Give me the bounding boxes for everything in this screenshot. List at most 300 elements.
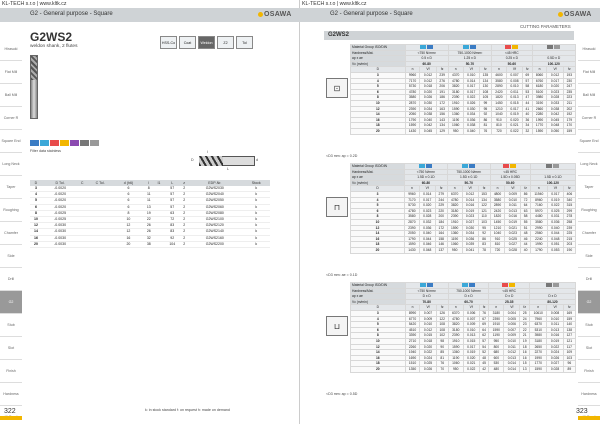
table-cell: 172 [435,225,447,231]
table-cell: 15 [520,361,530,367]
table-row [351,247,576,253]
table-cell: 0.034 [420,106,436,112]
table-cell: 0.040 [547,225,563,231]
table-cell: 0.040 [463,128,479,134]
table-cell: k [242,217,270,223]
table-cell: 8 [30,210,42,216]
table-cell: 109 [563,350,575,356]
table-cell: 1510 [405,361,420,367]
material-swatch [419,164,425,168]
table-cell: 2710 [405,338,420,344]
table-cell: 3820 [448,322,463,328]
table-cell: 0.011 [506,89,522,95]
table-cell: 163 [436,106,448,112]
table-cell: 10 [351,219,405,225]
product-title: G2WS2 [30,30,73,44]
table-cell: 11 [143,192,155,198]
table-cell: 184 [435,219,447,225]
side-tab[interactable]: Ball Mill [0,84,22,107]
table-cell: 3180 [447,208,462,214]
material-swatch [546,164,552,168]
table-cell: 134 [478,197,490,203]
side-tab[interactable]: Long Neck [578,153,600,176]
material-swatch [463,45,469,49]
table-cell: 6 [114,186,143,192]
table-cell: 0.010 [463,327,479,333]
table-cell: k [242,198,270,204]
page-marker-right [578,416,600,420]
side-tab[interactable]: Chamfer [578,222,600,245]
table-cell: 0.024 [547,350,563,356]
table-cell: 8 [351,214,405,220]
side-tab[interactable]: Corner R [578,107,600,130]
table-cell: 86 [478,236,490,242]
table-cell: 81 [436,355,448,361]
table-cell: 51 [521,225,530,231]
table-cell: 0.039 [462,242,478,248]
table-cell: 2 [181,241,187,247]
table-header: C Tol. [86,180,114,186]
column-header: n [530,305,547,311]
column-header: D [351,67,406,73]
table-cell: 2 [181,210,187,216]
table-cell: 86 [521,191,530,197]
table-cell: 16 [351,355,406,361]
table-cell: 1590 [447,225,462,231]
table-cell: 0.028 [547,95,563,101]
cutting-table [350,282,576,373]
table-cell: 0.023 [505,231,521,237]
table-cell: 0.020 [506,117,522,123]
table-cell: 55 [521,219,530,225]
table-cell: 2870 [405,219,420,225]
table-header: Stock [242,180,270,186]
side-tab[interactable]: Flat Mill [578,61,600,84]
material-swatch [420,45,426,49]
table-cell: 1360 [448,112,463,118]
table-cell: 20 [351,247,405,253]
table-cell: 83 [163,223,181,229]
material-color-swatch [50,140,59,146]
table-cell: 0.033 [547,100,563,106]
side-tab[interactable]: Stub [578,314,600,337]
dimension-table [30,180,270,248]
table-cell: 0.019 [463,350,479,356]
table-cell: 81 [479,123,491,129]
table-header: l [143,180,155,186]
table-cell: 0.022 [420,350,436,356]
table-cell: 179 [563,117,575,123]
table-cell: 0.022 [463,95,479,101]
table-cell: 4780 [448,78,463,84]
table-cell: 108 [479,89,491,95]
side-tab[interactable]: Taper [578,176,600,199]
table-cell: 10 [30,217,42,223]
table-cell: 18 [351,242,405,248]
section-title-right: G2 - General purpose - Square [330,11,413,17]
table-cell: 2390 [447,214,462,220]
table-cell: 12 [114,223,143,229]
column-header: Vf [463,67,479,73]
table-cell: 0.017 [463,89,479,95]
table-header: D [30,180,42,186]
table-cell: 8 [114,210,143,216]
table-cell: 6 [30,204,42,210]
side-tab[interactable]: G2 [0,291,22,314]
column-header: n [492,67,507,73]
table-cell: 10 [351,100,406,106]
table-cell: 70 [436,366,448,372]
table-cell: 0.015 [420,333,436,339]
table-cell: G2WS2060 [187,204,242,210]
column-header: Vf [505,186,521,192]
table-cell: 2650 [530,344,547,350]
table-cell: 211 [563,100,575,106]
table-cell: 6370 [530,322,547,328]
table-cell: 5 [351,84,406,90]
table-cell: 4510 [405,327,420,333]
param-cell: 60-80 [405,61,448,67]
material-color-swatch [40,140,49,146]
table-cell: -0.0030 [42,235,78,241]
side-tab[interactable]: Stub [0,314,22,337]
material-swatch [553,283,559,287]
table-cell [78,241,86,247]
table-cell: 0.048 [547,123,563,129]
feature-icon: Coat [179,36,196,49]
table-cell: 0.038 [420,112,436,118]
row-label: Hardness/Mat. [351,169,405,175]
table-cell: 1060 [447,242,462,248]
operation-icon: ⊡ [326,78,348,98]
table-cell: G2WS2200 [187,241,242,247]
table-cell: 0.007 [506,72,522,78]
table-cell: 6 [351,208,405,214]
side-tab[interactable]: Slot [0,337,22,360]
table-cell: 14 [351,112,406,118]
material-swatch [420,283,426,287]
table-cell: 85 [436,350,448,356]
table-cell: 143 [436,117,448,123]
table-cell: 0.014 [504,366,520,372]
table-cell: 0.017 [463,344,479,350]
table-cell: 1770 [532,123,547,129]
table-cell: 52 [479,350,489,356]
table-cell: 1590 [405,242,420,248]
table-cell: 22 [143,217,155,223]
column-header: D [351,186,405,192]
table-cell: 0.053 [547,247,563,253]
operation-icon: ⊔ [326,316,348,336]
table-cell: 1910 [448,338,463,344]
table-cell: 122 [436,316,448,322]
tool-photo-icon [30,55,38,119]
table-cell: 0.044 [419,236,435,242]
row-label: Hardness/Mat. [351,50,406,56]
side-tab[interactable]: Square End [0,130,22,153]
param-cell: <45 HRC [492,50,533,56]
param-cell: D x D [405,294,448,300]
side-tab[interactable]: Drill [578,268,600,291]
param-cell: 750-1000 N/mm² [448,288,489,294]
table-cell: 0.015 [506,100,522,106]
table-cell: 69 [523,72,533,78]
table-cell: 2870 [405,100,420,106]
column-header: Vf [462,186,478,192]
table-cell: 0.005 [504,316,520,322]
table-cell: 0.016 [505,214,521,220]
side-tab[interactable]: Chamfer [0,222,22,245]
table-cell: 16 [351,117,406,123]
table-cell: 0.013 [547,327,563,333]
table-cell: 1590 [448,106,463,112]
material-swatch [426,164,432,168]
logo-dot-icon [558,12,563,17]
table-cell: 103 [478,219,490,225]
row-label: ap x ae [351,56,406,62]
table-cell: 57 [163,192,181,198]
table-cell: 1190 [448,355,463,361]
material-swatch [546,283,552,287]
table-cell: 25 [520,310,530,316]
table-cell: 7960 [530,316,547,322]
table-cell: 0.013 [506,95,522,101]
side-tab[interactable]: Drill [0,268,22,291]
table-cell: 1590 [448,344,463,350]
table-cell: 810 [490,242,505,248]
table-header: L [163,180,181,186]
side-tab[interactable]: Finish [0,360,22,383]
table-cell: 78 [478,247,490,253]
table-cell: 192 [563,112,575,118]
table-cell: 6 [114,204,143,210]
table-cell: 1990 [530,355,547,361]
table-cell: 2390 [448,95,463,101]
side-tab[interactable]: Side [578,245,600,268]
side-tab[interactable]: Hirasuki [0,38,22,61]
param-cell: 50-70 [447,180,490,186]
table-cell: 4780 [448,316,463,322]
table-cell: 3190 [532,100,547,106]
table-cell: 5730 [405,203,420,209]
table-cell: 2 [181,186,187,192]
table-cell: 38 [143,241,155,247]
table-cell: 3390 [405,333,420,339]
side-tab[interactable]: Corner R [0,107,22,130]
column-header: Vf [504,305,520,311]
table-cell: 0.009 [504,333,520,339]
table-cell: 0.004 [504,310,520,316]
table-cell: -0.0025 [42,210,78,216]
table-cell: 0.014 [504,361,520,367]
table-cell: 20 [351,128,406,134]
table-row [30,241,270,247]
table-cell: 1450 [492,100,507,106]
table-cell: 0.021 [506,123,522,129]
table-cell: 530 [489,361,504,367]
table-cell: 8 [351,95,406,101]
table-cell: 2 [181,198,187,204]
table-cell: 8 [351,333,406,339]
table-cell: 64 [521,203,530,209]
side-tab[interactable]: Long Neck [0,153,22,176]
table-cell: 0.023 [462,214,478,220]
table-cell: 159 [563,128,575,134]
table-cell: 0.006 [504,322,520,328]
brand-logo-right: OSAWA [558,11,592,18]
column-header: n [448,67,463,73]
table-cell: 117 [563,344,575,350]
side-tabs-left [0,38,22,424]
table-cell: -0.0020 [42,192,78,198]
table-cell: 16 [520,355,530,361]
side-tab[interactable]: Slot [578,337,600,360]
side-tab[interactable]: Hardness [0,383,22,406]
table-cell: 45 [479,361,489,367]
table-cell: 172 [436,100,448,106]
row-label: Hardness/Mat. [351,288,406,294]
logo-dot-icon [258,12,263,17]
side-tab[interactable]: Ball Mill [578,84,600,107]
table-row [351,366,576,372]
table-cell: 10 [351,338,406,344]
table-cell: 276 [436,78,448,84]
table-cell: 0.026 [420,366,436,372]
table-cell: 0.012 [462,191,478,197]
column-header: n [405,186,420,192]
table-cell: 0.007 [420,310,436,316]
table-cell: 0.012 [420,327,436,333]
param-cell: <750 N/mm² [405,288,448,294]
table-cell: 8960 [530,197,547,203]
side-tab[interactable]: Finish [578,360,600,383]
row-label: Material Group ISO/DIN [351,45,406,51]
side-tab[interactable]: Hirasuki [578,38,600,61]
table-cell: 5 [351,203,405,209]
param-cell: 60-70 [448,299,489,305]
column-header: fz [521,186,530,192]
table-cell: 1040 [492,112,507,118]
table-cell: -0.0020 [42,198,78,204]
param-cell: 0.5 x D [405,56,448,62]
material-color-swatch [60,140,69,146]
table-cell: 950 [447,247,462,253]
material-legend [30,140,99,146]
row-label: ap x ae [351,175,405,181]
table-cell: 0.009 [420,316,436,322]
table-cell: 41 [523,106,533,112]
table-cell: 0.051 [547,242,563,248]
side-tab[interactable]: Roughing [578,199,600,222]
table-cell: 3820 [448,84,463,90]
table-cell: 18 [520,344,530,350]
table-cell: 5730 [405,84,420,90]
column-header: fz [479,305,489,311]
table-cell: 16 [520,350,530,356]
table-cell: G2WS2080 [187,210,242,216]
operation-icon: ⊓ [326,197,348,217]
table-header: z [181,180,187,186]
table-cell: 950 [448,366,463,372]
table-cell: 2560 [530,231,547,237]
table-cell: 0.032 [419,219,435,225]
table-cell: 170 [563,123,575,129]
table-cell: 4 [351,316,406,322]
table-cell: 0.020 [420,344,436,350]
table-cell: 2260 [405,344,420,350]
table-cell: k [242,192,270,198]
table-cell: 0.026 [463,100,479,106]
table-cell: 2660 [532,106,547,112]
side-tab[interactable]: Hardness [578,383,600,406]
param-cell: <750 N/mm² [405,169,448,175]
table-cell: 0.040 [419,231,435,237]
feature-icon: Weldon [198,36,215,49]
table-cell: 6760 [532,78,547,84]
table-cell: 5 [30,198,42,204]
table-cell: 2890 [492,84,507,90]
side-tab[interactable]: Flat Mill [0,61,22,84]
table-cell: 1690 [405,355,420,361]
stock-legend: k: in stock standard f: on request h: made on demand [145,408,230,412]
side-tab[interactable]: Roughing [0,199,22,222]
table-cell: 6370 [447,191,462,197]
table-cell: 121 [478,208,490,214]
column-header: fz [563,305,575,311]
table-cell: 0.042 [420,123,436,129]
column-header: n [448,305,463,311]
table-cell: 0.025 [547,208,563,214]
table-cell: 810 [492,123,507,129]
feature-icon: Z2 [217,36,234,49]
table-cell: 0.027 [462,219,478,225]
table-cell: 223 [563,95,575,101]
page-number-right: 323 [576,408,588,415]
table-cell: 278 [563,214,575,220]
table-cell: 1940 [405,350,420,356]
product-subtitle: weldon shank, 2 flutes [30,44,78,49]
material-swatch [462,283,468,287]
table-cell: 2390 [448,333,463,339]
header-company-right: KL-TECH s.r.o | www.kltk.cz [302,1,367,7]
table-cell: 19 [520,338,530,344]
table-cell: 3 [30,186,42,192]
table-cell: 137 [435,247,447,253]
side-tab[interactable]: G2 [578,291,600,314]
table-cell: 0.046 [419,242,435,248]
table-cell: 42 [479,366,489,372]
table-row [351,128,576,134]
table-cell: 0.020 [463,355,479,361]
table-cell: 2 [181,192,187,198]
table-cell: 26 [143,223,155,229]
table-cell: G2WS2030 [187,186,242,192]
block-note: <D3 mm: ae = 0.1D [326,273,358,277]
table-cell: 140 [563,322,575,328]
material-swatch [427,45,433,49]
side-tab[interactable]: Taper [0,176,22,199]
table-cell: 146 [435,242,447,248]
table-cell: 1190 [447,236,462,242]
table-cell: 1820 [490,214,505,220]
side-tab[interactable]: Square End [578,130,600,153]
material-swatch [502,283,508,287]
column-header: fz [478,186,490,192]
side-tab[interactable]: Side [0,245,22,268]
table-cell: -0.0020 [42,204,78,210]
table-cell: 3180 [448,89,463,95]
param-cell: D x D [530,294,576,300]
